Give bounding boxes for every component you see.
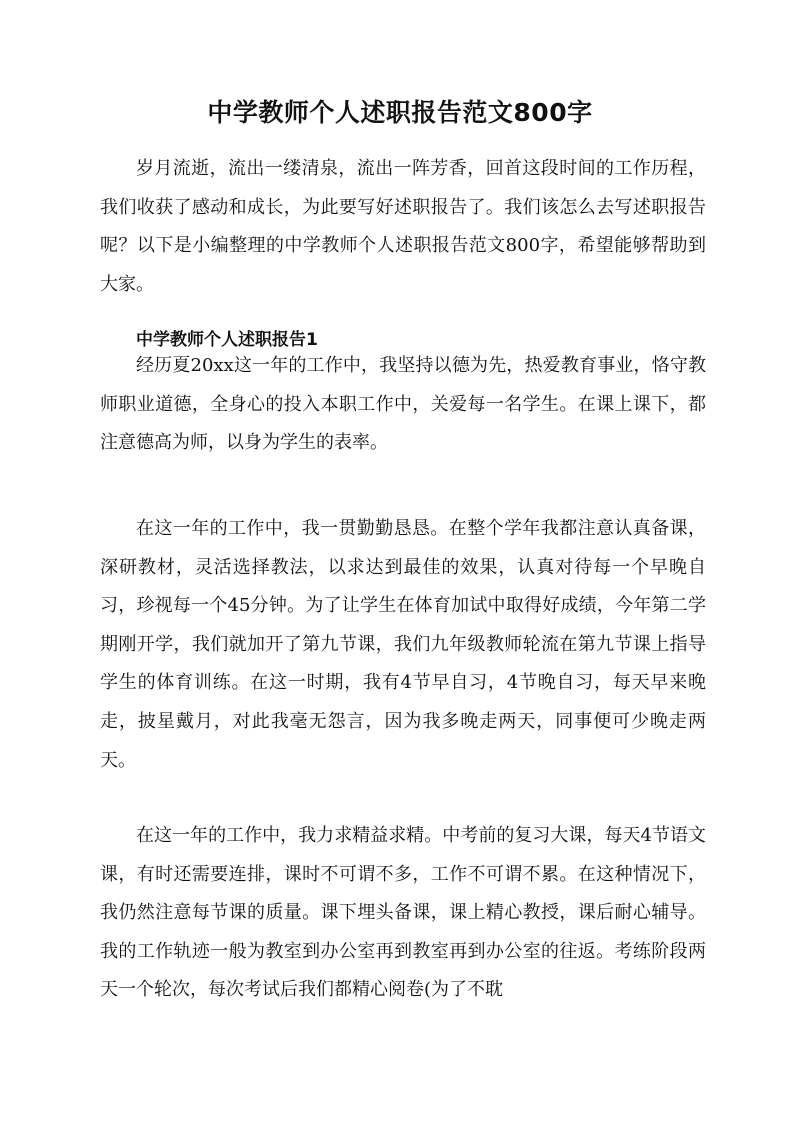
- document-title: 中学教师个人述职报告范文800字: [207, 98, 593, 127]
- body-paragraph: 在这一年的工作中，我力求精益求精。中考前的复习大课，每天4节语文课，有时还需要连排，课时不可谓不多，工作不可谓不累。在这种情况下，我仍然注意每节课的质量。课下埋头备课，课上精心教授，课后耐心辅导。我的工作轨迹一般为教室到办公室再到教室再到办公室的往返。考练阶段两天一个轮次，每次考试后我们都精心阅卷(为了不耽: [100, 825, 706, 1001]
- body-paragraph: 经历夏20xx这一年的工作中，我坚持以德为先，热爱教育事业，恪守教师职业道德，全身心的投入本职工作中，关爱每一名学生。在课上课下，都注意德高为师，以身为学生的表率。: [100, 355, 706, 454]
- body-paragraph: 在这一年的工作中，我一贯勤勤恳恳。在整个学年我都注意认真备课，深研教材，灵活选择教法，以求达到最佳的效果，认真对待每一个早晚自习，珍视每一个45分钟。为了让学生在体育加试中取得好成绩，今年第二学期刚开学，我们就加开了第九节课，我们九年级教师轮流在第九节课上指导学生的体育训练。在这一时期，我有4节早自习，4节晚自习，每天早来晚走，披星戴月，对此我毫无怨言，因为我多晚走两天，同事便可少晚走两天。: [100, 518, 706, 771]
- intro-paragraph: 岁月流逝，流出一缕清泉，流出一阵芳香，回首这段时间的工作历程，我们收获了感动和成长，为此要写好述职报告了。我们该怎么去写述职报告呢？以下是小编整理的中学教师个人述职报告范文800字，希望能够帮助到大家。: [100, 158, 706, 295]
- section-heading: 中学教师个人述职报告1: [136, 330, 318, 350]
